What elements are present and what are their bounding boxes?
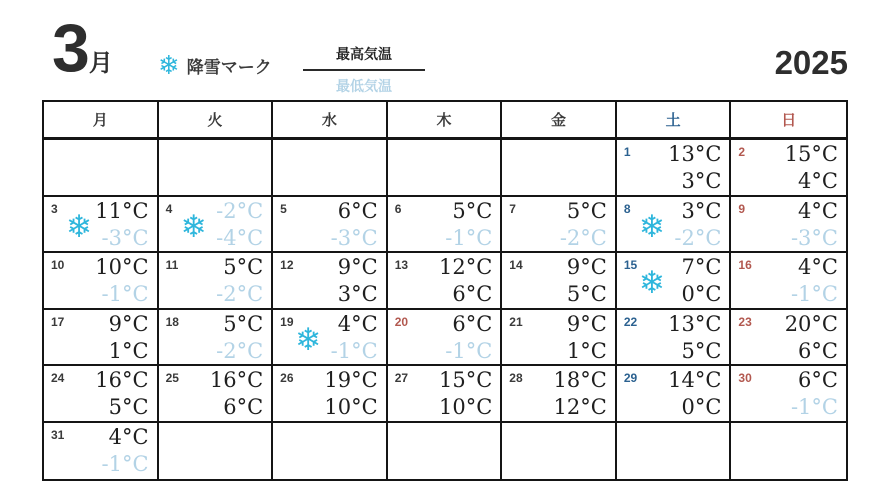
low-temperature: 10°C xyxy=(324,395,378,419)
low-temperature: -2°C xyxy=(216,338,264,363)
low-temperature: -2°C xyxy=(216,282,264,306)
low-temperature: 3°C xyxy=(681,169,722,193)
day-number: 12 xyxy=(280,258,294,272)
day-number: 11 xyxy=(165,258,179,272)
high-temperature: 18°C xyxy=(553,368,607,392)
day-cell-29 xyxy=(617,366,732,423)
temperatures xyxy=(668,311,721,365)
day-number: 15 xyxy=(623,258,638,272)
high-temperature: 5°C xyxy=(223,311,264,336)
year-label: 2025 xyxy=(774,44,848,81)
low-temperature: -1°C xyxy=(330,338,378,363)
high-temperature: 3°C xyxy=(681,198,722,223)
day-number: 9 xyxy=(738,201,746,216)
low-temperature: -2°C xyxy=(674,225,722,250)
temperatures xyxy=(567,254,607,308)
day-number: 23 xyxy=(738,314,752,329)
low-temperature: 6°C xyxy=(223,395,264,419)
snowflake-icon: ❄ xyxy=(180,208,207,244)
day-cell-16 xyxy=(731,253,846,310)
low-temperature: -1°C xyxy=(445,338,493,363)
month-number: 3 xyxy=(52,10,87,86)
day-number: 20 xyxy=(394,314,409,329)
temperatures xyxy=(95,367,148,421)
day-number: 1 xyxy=(623,145,631,159)
high-temp-legend-label: 最高気温 xyxy=(303,44,425,71)
day-cell-21 xyxy=(502,310,617,367)
high-temperature: 9°C xyxy=(566,311,607,336)
weekday-header-5: 金 xyxy=(502,102,617,140)
day-number: 25 xyxy=(165,371,179,385)
temperatures xyxy=(331,198,378,252)
empty-day-cell xyxy=(502,140,617,197)
day-number: 30 xyxy=(738,371,752,385)
day-cell-12 xyxy=(273,253,388,310)
high-temperature: 13°C xyxy=(668,311,722,336)
day-number: 2 xyxy=(738,145,746,159)
low-temperature: -1°C xyxy=(101,451,149,476)
weekday-header-7: 日 xyxy=(731,102,846,140)
day-number: 6 xyxy=(394,201,402,216)
low-temperature: -1°C xyxy=(445,225,493,250)
low-temperature: 1°C xyxy=(566,338,607,363)
high-temperature: 9°C xyxy=(566,255,607,279)
day-number: 5 xyxy=(280,201,287,216)
high-temperature: 7°C xyxy=(681,255,722,279)
day-cell-18 xyxy=(159,310,274,367)
temperatures xyxy=(216,198,263,252)
empty-day-cell xyxy=(731,423,846,480)
temperatures xyxy=(791,198,838,252)
empty-day-cell xyxy=(159,423,274,480)
high-temperature: -2°C xyxy=(216,198,264,223)
low-temperature: -1°C xyxy=(101,282,149,306)
temperatures xyxy=(785,311,838,365)
high-temperature: 6°C xyxy=(337,198,378,223)
low-temperature: 1°C xyxy=(108,338,149,363)
temperatures xyxy=(95,254,148,308)
day-number: 19 xyxy=(280,314,294,329)
low-temperature: 5°C xyxy=(566,282,607,306)
snowflake-icon: ❄ xyxy=(295,321,322,357)
high-temperature: 15°C xyxy=(438,368,493,392)
low-temperature: 4°C xyxy=(798,169,838,193)
high-temperature: 19°C xyxy=(324,368,378,392)
temperatures xyxy=(445,311,492,365)
day-number: 29 xyxy=(623,371,638,385)
day-cell-20 xyxy=(388,310,503,367)
day-number: 22 xyxy=(623,314,638,329)
high-temperature: 11°C xyxy=(95,198,149,223)
empty-day-cell xyxy=(273,140,388,197)
low-temperature: -1°C xyxy=(790,395,838,419)
day-cell-27 xyxy=(388,366,503,423)
temperatures xyxy=(324,367,377,421)
day-cell-19 xyxy=(273,310,388,367)
day-number: 10 xyxy=(51,258,65,272)
high-temperature: 9°C xyxy=(337,255,378,279)
high-temperature: 4°C xyxy=(798,255,838,279)
temperatures xyxy=(681,254,721,308)
snowflake-icon: ❄ xyxy=(638,208,665,244)
day-number: 21 xyxy=(509,314,523,329)
low-temperature: -3°C xyxy=(101,225,149,250)
day-number: 16 xyxy=(738,258,752,272)
low-temperature: 5°C xyxy=(108,395,149,419)
temperatures xyxy=(668,367,721,421)
empty-day-cell xyxy=(273,423,388,480)
day-cell-1 xyxy=(617,140,732,197)
temperatures xyxy=(95,198,148,252)
day-cell-15 xyxy=(617,253,732,310)
day-number: 28 xyxy=(509,371,523,385)
temperatures xyxy=(785,141,838,195)
high-temperature: 20°C xyxy=(784,311,838,336)
day-number: 3 xyxy=(51,201,58,216)
high-temperature: 12°C xyxy=(438,255,493,279)
snowflake-icon: ❄ xyxy=(66,208,92,244)
snowflake-icon: ❄ xyxy=(638,265,665,300)
high-temperature: 9°C xyxy=(108,311,149,336)
temperatures xyxy=(331,311,378,365)
low-temperature: -2°C xyxy=(559,225,607,250)
day-cell-8 xyxy=(617,197,732,254)
month-suffix: 月 xyxy=(88,50,113,77)
high-temperature: 6°C xyxy=(798,368,838,392)
day-cell-7 xyxy=(502,197,617,254)
temperatures xyxy=(109,311,149,365)
high-temperature: 16°C xyxy=(95,368,149,392)
temperatures xyxy=(102,424,149,478)
day-cell-22 xyxy=(617,310,732,367)
high-temperature: 15°C xyxy=(784,142,838,166)
snow-legend xyxy=(158,52,272,78)
high-temperature: 5°C xyxy=(223,255,264,279)
day-number: 17 xyxy=(51,314,65,329)
day-cell-17 xyxy=(44,310,159,367)
low-temperature: 10°C xyxy=(438,395,493,419)
high-temperature: 13°C xyxy=(668,142,722,166)
day-cell-25 xyxy=(159,366,274,423)
high-temperature: 4°C xyxy=(798,198,838,223)
low-temperature: -4°C xyxy=(216,225,264,250)
day-cell-4 xyxy=(159,197,274,254)
day-cell-31 xyxy=(44,423,159,480)
day-cell-10 xyxy=(44,253,159,310)
weekday-header-3: 水 xyxy=(273,102,388,140)
low-temperature: -3°C xyxy=(790,225,838,250)
day-number: 7 xyxy=(509,201,516,216)
empty-day-cell xyxy=(617,423,732,480)
high-temperature: 5°C xyxy=(566,198,607,223)
low-temperature: 0°C xyxy=(681,395,722,419)
day-number: 18 xyxy=(165,314,179,329)
low-temperature: 0°C xyxy=(681,282,722,306)
low-temperature: -3°C xyxy=(330,225,378,250)
empty-day-cell xyxy=(388,423,503,480)
low-temperature: 3°C xyxy=(337,282,378,306)
temperatures xyxy=(439,367,492,421)
temperature-legend xyxy=(303,44,425,96)
high-temperature: 14°C xyxy=(668,368,722,392)
weekday-header-6: 土 xyxy=(617,102,732,140)
temperatures xyxy=(791,367,838,421)
day-cell-11 xyxy=(159,253,274,310)
temperatures xyxy=(210,367,263,421)
day-number: 24 xyxy=(51,371,65,385)
day-cell-9 xyxy=(731,197,846,254)
temperatures xyxy=(674,198,721,252)
day-cell-14 xyxy=(502,253,617,310)
weekday-header-4: 木 xyxy=(388,102,503,140)
day-number: 31 xyxy=(51,427,65,442)
snowflake-icon: ❄ xyxy=(158,50,180,80)
temperatures xyxy=(560,198,607,252)
temperatures xyxy=(216,311,263,365)
empty-day-cell xyxy=(44,140,159,197)
day-cell-30 xyxy=(731,366,846,423)
temperatures xyxy=(791,254,838,308)
day-number: 26 xyxy=(280,371,294,385)
temperatures xyxy=(668,141,721,195)
month-title xyxy=(52,6,113,90)
weekday-header-1: 月 xyxy=(44,102,159,140)
low-temperature: 5°C xyxy=(681,338,722,363)
day-cell-5 xyxy=(273,197,388,254)
temperatures xyxy=(554,367,607,421)
low-temperature: 12°C xyxy=(553,395,607,419)
low-temp-legend-label: 最低気温 xyxy=(336,78,392,94)
weekday-header-2: 火 xyxy=(159,102,274,140)
day-number: 14 xyxy=(509,258,523,272)
day-cell-13 xyxy=(388,253,503,310)
temperatures xyxy=(216,254,263,308)
empty-day-cell xyxy=(159,140,274,197)
temperatures xyxy=(338,254,378,308)
high-temperature: 10°C xyxy=(95,255,149,279)
high-temperature: 4°C xyxy=(337,311,378,336)
day-cell-28 xyxy=(502,366,617,423)
temperatures xyxy=(439,254,492,308)
calendar-grid xyxy=(42,100,848,481)
empty-day-cell xyxy=(388,140,503,197)
temperatures xyxy=(445,198,492,252)
day-number: 27 xyxy=(394,371,409,385)
day-cell-6 xyxy=(388,197,503,254)
temperatures xyxy=(567,311,607,365)
day-cell-24 xyxy=(44,366,159,423)
day-number: 13 xyxy=(394,258,409,272)
low-temperature: -1°C xyxy=(790,282,838,306)
snow-legend-label: 降雪マーク xyxy=(186,57,272,77)
low-temperature: 6°C xyxy=(452,282,493,306)
day-number: 4 xyxy=(165,201,173,216)
high-temperature: 4°C xyxy=(108,424,149,449)
day-number: 8 xyxy=(623,201,631,216)
day-cell-23 xyxy=(731,310,846,367)
high-temperature: 16°C xyxy=(209,368,264,392)
day-cell-3 xyxy=(44,197,159,254)
day-cell-2 xyxy=(731,140,846,197)
high-temperature: 6°C xyxy=(452,311,493,336)
low-temperature: 6°C xyxy=(798,338,838,363)
day-cell-26 xyxy=(273,366,388,423)
empty-day-cell xyxy=(502,423,617,480)
high-temperature: 5°C xyxy=(452,198,493,223)
